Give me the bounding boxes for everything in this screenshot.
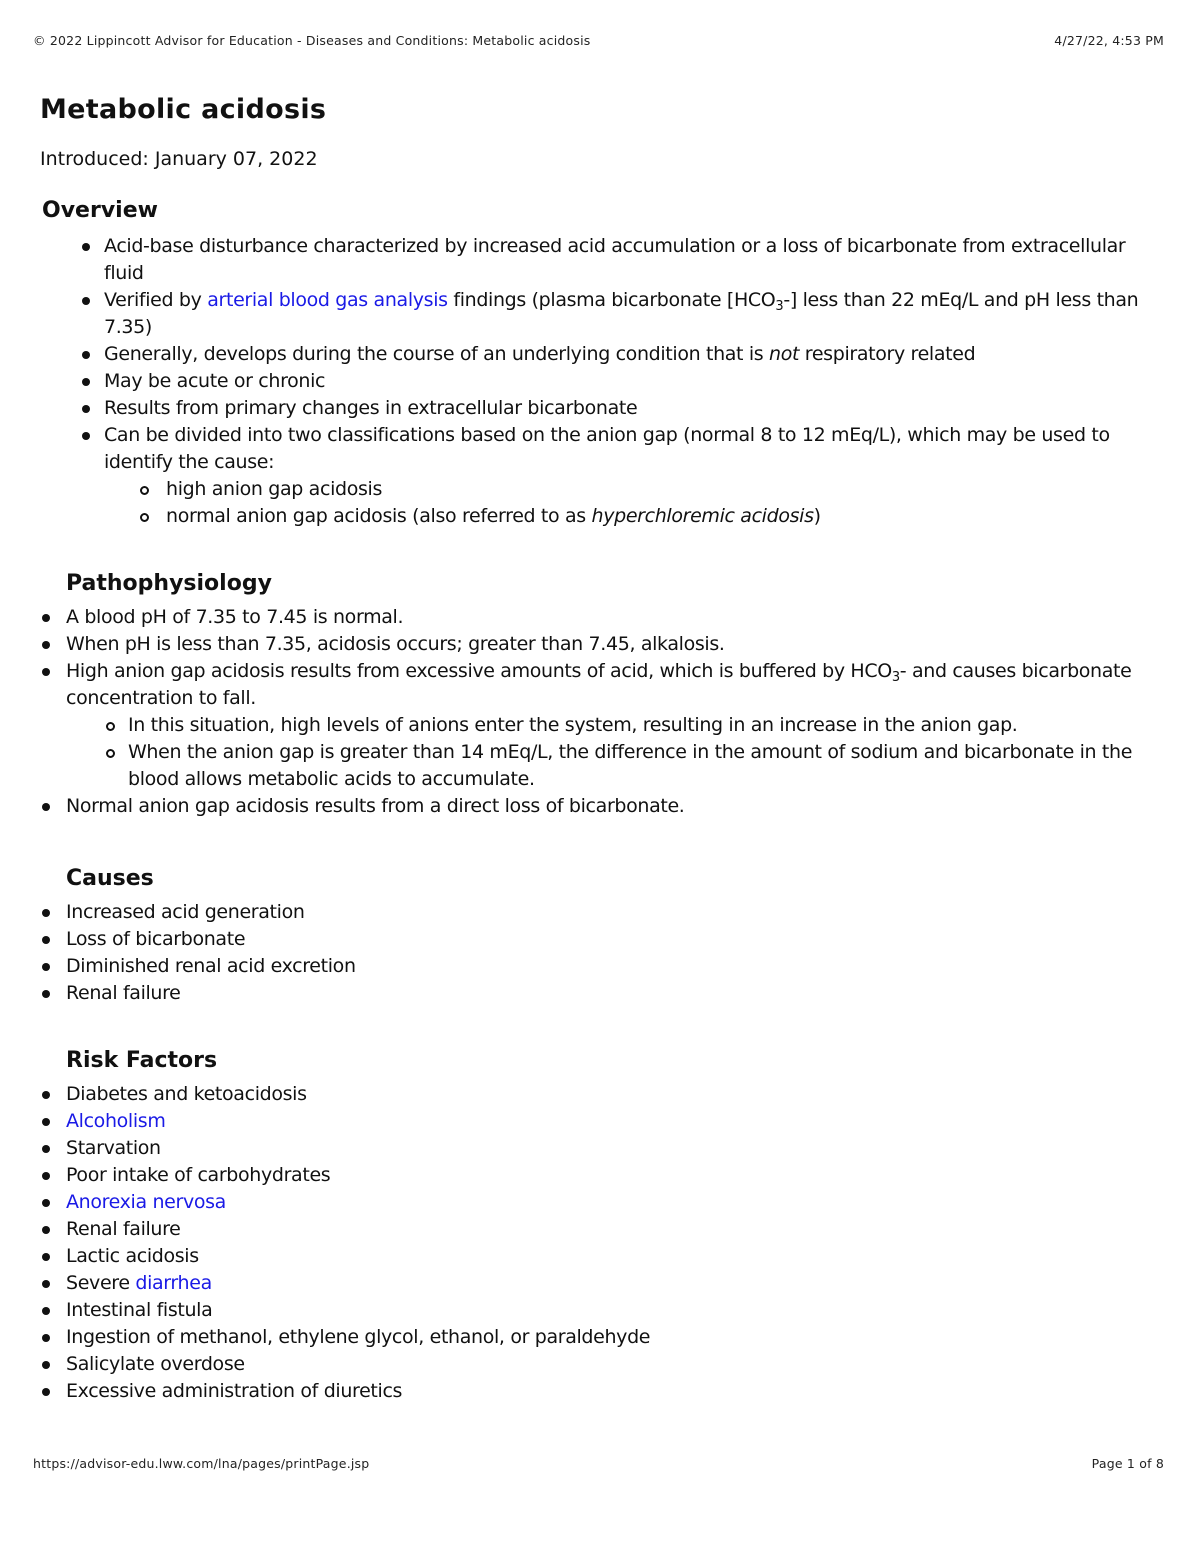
sub-list-item xyxy=(42,476,1167,503)
list-item xyxy=(4,1189,1166,1216)
list-item-text: Normal anion gap acidosis results from a direct loss of bicarbonate. xyxy=(66,795,685,817)
arterial-blood-gas-link[interactable]: arterial blood gas analysis xyxy=(207,289,448,311)
list-item-text: ) xyxy=(813,505,821,527)
list-item: Loss of bicarbonate xyxy=(4,926,1166,953)
list-item-text: High anion gap acidosis results from excessive amounts of acid, which is buffered by HCO xyxy=(66,660,892,682)
list-item-text: Acid-base disturbance characterized by increased acid accumulation or a loss of bicarbonate from extracellular fluid xyxy=(104,235,1126,284)
sub-list-item xyxy=(4,739,1166,793)
list-item-text: A blood pH of 7.35 to 7.45 is normal. xyxy=(66,606,404,628)
print-footer-url: https://advisor-edu.lww.com/lna/pages/printPage.jsp xyxy=(33,1456,370,1471)
subscript: 3 xyxy=(891,670,900,685)
list-item: Starvation xyxy=(4,1135,1166,1162)
list-item: Ingestion of methanol, ethylene glycol, ethanol, or paraldehyde xyxy=(4,1324,1166,1351)
list-item-text: When pH is less than 7.35, acidosis occurs; greater than 7.45, alkalosis. xyxy=(66,633,725,655)
list-item-text: Can be divided into two classifications based on the anion gap (normal 8 to 12 mEq/L), which may be used to identify the cause: xyxy=(104,424,1110,473)
list-item-text: findings (plasma bicarbonate [HCO xyxy=(447,289,776,311)
introduced-date: Introduced: January 07, 2022 xyxy=(40,148,318,170)
list-item xyxy=(4,631,1166,658)
list-item: Diabetes and ketoacidosis xyxy=(4,1081,1166,1108)
list-item xyxy=(42,368,1167,395)
pathophysiology-list xyxy=(66,604,1166,820)
diarrhea-link[interactable]: diarrhea xyxy=(135,1272,212,1294)
page-number: Page 1 of 8 xyxy=(1091,1456,1164,1471)
list-item-text: high anion gap acidosis xyxy=(166,478,383,500)
list-item: Renal failure xyxy=(4,980,1166,1007)
pathophysiology-heading: Pathophysiology xyxy=(66,571,272,596)
list-item: Intestinal fistula xyxy=(4,1297,1166,1324)
list-item xyxy=(4,1270,1166,1297)
list-item xyxy=(42,287,1167,341)
list-item-text: Results from primary changes in extracellular bicarbonate xyxy=(104,397,638,419)
list-item-text: - and causes bicarbonate concentration to fall. xyxy=(66,660,1132,709)
sub-list-item xyxy=(42,503,1167,530)
list-item xyxy=(42,341,1167,368)
anorexia-nervosa-link[interactable]: Anorexia nervosa xyxy=(66,1191,226,1213)
print-footer xyxy=(33,1456,1164,1474)
list-item: Diminished renal acid excretion xyxy=(4,953,1166,980)
alcoholism-link[interactable]: Alcoholism xyxy=(66,1110,166,1132)
list-item-text: May be acute or chronic xyxy=(104,370,326,392)
overview-section xyxy=(42,198,1167,530)
list-item xyxy=(42,233,1167,287)
list-item-text: -] less than 22 mEq/L and pH less than 7.35) xyxy=(104,289,1139,338)
list-item: Salicylate overdose xyxy=(4,1351,1166,1378)
list-item xyxy=(4,604,1166,631)
risk-factors-heading: Risk Factors xyxy=(66,1048,218,1073)
list-item xyxy=(4,1108,1166,1135)
print-header-title: © 2022 Lippincott Advisor for Education - Diseases and Conditions: Metabolic acidosis xyxy=(33,33,591,48)
list-item: Increased acid generation xyxy=(4,899,1166,926)
list-item: Excessive administration of diuretics xyxy=(4,1378,1166,1405)
causes-section xyxy=(66,866,1166,1007)
list-item xyxy=(4,658,1166,793)
pathophysiology-sublist xyxy=(66,712,1166,793)
list-item-text: When the anion gap is greater than 14 mEq/L, the difference in the amount of sodium and bicarbonate in the blood allows metabolic acids to accumulate. xyxy=(128,741,1133,790)
list-item-text: Severe xyxy=(66,1272,136,1294)
list-item-text: Verified by xyxy=(104,289,208,311)
risk-factors-list xyxy=(66,1081,1166,1405)
overview-heading: Overview xyxy=(42,198,158,223)
pathophysiology-section xyxy=(66,571,1166,820)
emphasis-text: not xyxy=(769,343,800,365)
overview-list xyxy=(42,233,1167,530)
list-item xyxy=(42,422,1167,530)
list-item-text: respiratory related xyxy=(799,343,976,365)
list-item xyxy=(4,793,1166,820)
print-header-datetime: 4/27/22, 4:53 PM xyxy=(1054,33,1164,48)
print-header xyxy=(33,33,1164,51)
causes-list xyxy=(66,899,1166,1007)
causes-heading: Causes xyxy=(66,866,154,891)
list-item: Renal failure xyxy=(4,1216,1166,1243)
overview-sublist xyxy=(104,476,1167,530)
list-item: Poor intake of carbohydrates xyxy=(4,1162,1166,1189)
list-item-text: In this situation, high levels of anions enter the system, resulting in an increase in the anion gap. xyxy=(128,714,1018,736)
list-item xyxy=(42,395,1167,422)
sub-list-item xyxy=(4,712,1166,739)
risk-factors-section xyxy=(66,1048,1166,1405)
list-item-text: normal anion gap acidosis (also referred to as xyxy=(166,505,592,527)
subscript: 3 xyxy=(775,299,784,314)
emphasis-text: hyperchloremic acidosis xyxy=(591,505,814,527)
list-item: Lactic acidosis xyxy=(4,1243,1166,1270)
list-item-text: Generally, develops during the course of an underlying condition that is xyxy=(104,343,770,365)
page-title: Metabolic acidosis xyxy=(40,94,327,125)
